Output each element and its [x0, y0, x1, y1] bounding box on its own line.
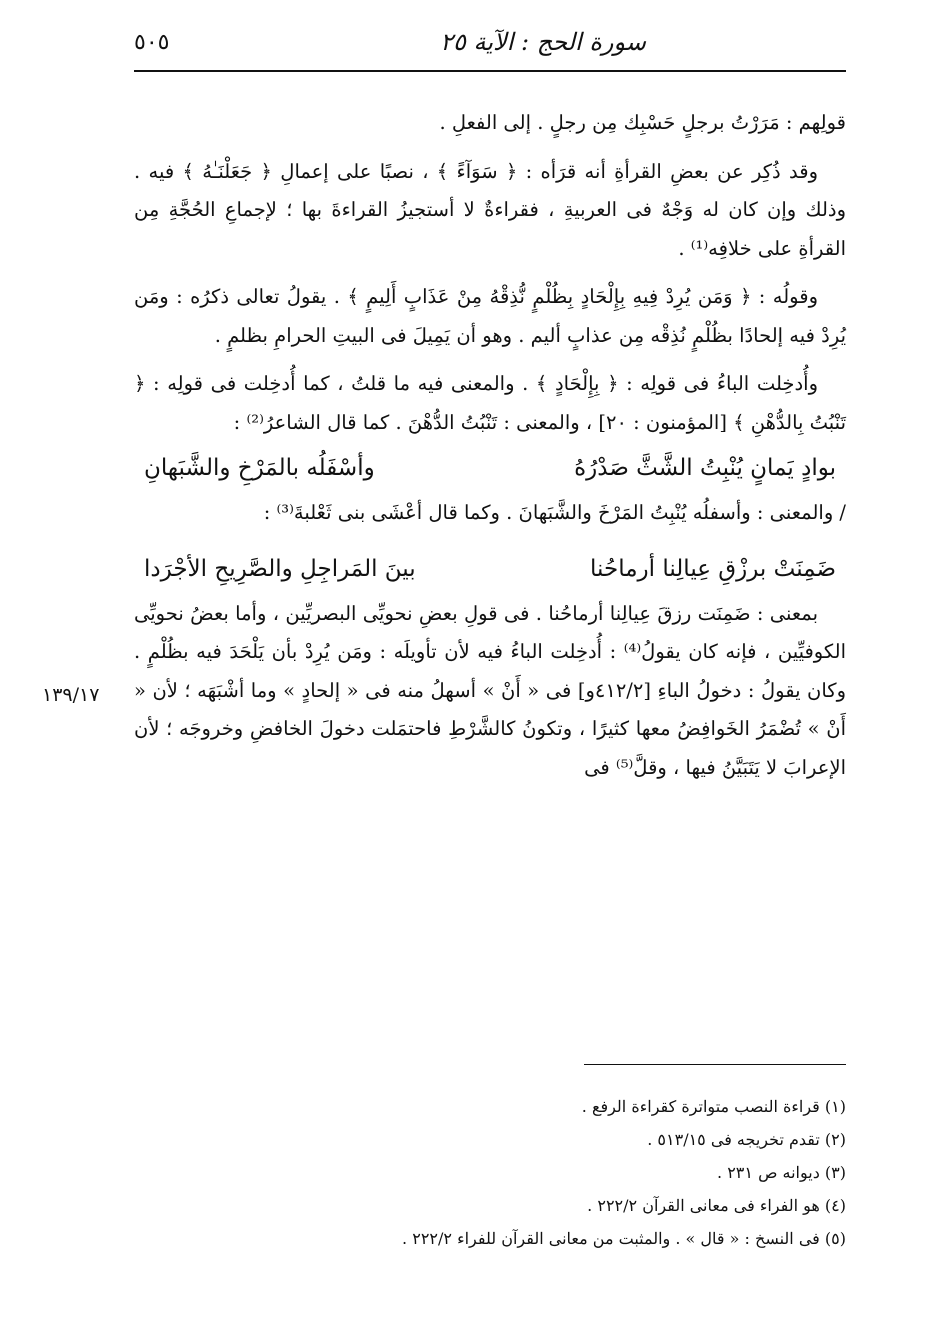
footnote-2: (٢) تقدم تخريجه فى ٥١٣/١٥ . [647, 1130, 846, 1149]
paragraph-4: وأُدخِلت الباءُ فى قولِه : ﴿ بِإِلْحَادٍ ﴾ . والمعنى فيه ما قلتُ ، كما أُدخِلت فى قولِه : ﴿ تَنْبُتُ بِالدُّهْنِ ﴾ [المؤمنون : ٢٠] ، والمعنى : تَنْبُتُ الدُّهْنَ . كما قال الشاعرُ⁽²⁾ : [134, 372, 846, 434]
verse-2-second-hemistich: بينَ المَراجِلِ والصَّرِيحِ الأجْرَدا [144, 555, 416, 582]
page-header [134, 26, 846, 66]
page-number: ٥٠٥ [134, 30, 170, 55]
running-title: سورة الحج : الآية ٢٥ [440, 28, 646, 56]
footnote-separator [584, 1064, 846, 1065]
poetry-verse-2 [134, 547, 846, 591]
margin-reference: ١٣٩/١٧ [42, 684, 100, 706]
paragraph-2: وقد ذُكِر عن بعضِ القرأةِ أنه قرَأه : ﴿ سَوَآءً ﴾ ، نصبًا على إعمالِ ﴿ جَعَلْنَـٰهُ ﴾ فيه . وذلك وإن كان له وَجْهٌ فى العربيةِ ، فقراءةٌ لا أستجيزُ القراءةَ بها ؛ لإجماعِ الحُجَّةِ مِن القرأةِ على خلافِه⁽¹⁾ . [134, 159, 846, 260]
verse-1-first-hemistich: بوادٍ يَمانٍ يُنْبِتُ الشَّثَّ صَدْرُهُ [574, 455, 836, 481]
footnote-4: (٤) هو الفراء فى معانى القرآن ٢٢٢/٢ . [587, 1196, 846, 1215]
footnote-1: (١) قراءة النصب متواترة كقراءة الرفع . [581, 1097, 846, 1116]
verse-1-second-hemistich: وأسْفَلُه بالمَرْخِ والشَّبَهانِ [144, 455, 375, 481]
paragraph-3: وقولُه : ﴿ وَمَن يُرِدْ فِيهِ بِإِلْحَادٍ بِظُلْمٍ نُّذِقْهُ مِنْ عَذَابٍ أَلِيمٍ ﴾ . يقولُ تعالى ذكرُه : ومَن يُرِدْ فيه إلحادًا بظُلْمٍ نُذِقْه مِن عذابٍ أليم . وهو أن يَمِيلَ فى البيتِ الحرامِ بظلمٍ . [134, 285, 846, 347]
footnote-5: (٥) فى النسخ : « قال » . والمثبت من معانى القرآن للفراء ٢٢٢/٢ . [402, 1229, 846, 1248]
footnotes [134, 1090, 846, 1255]
verse-2-first-hemistich: ضَمِنَتْ برزْقِ عِيالِنا أرماحُنا [590, 555, 836, 582]
paragraph-1: قولِهم : مَرَرْتُ برجلٍ حَسْبِك مِن رجلٍ . إلى الفعلِ . [439, 111, 846, 134]
footnote-3: (٣) ديوانه ص ٢٣١ . [717, 1163, 846, 1182]
main-text [134, 104, 846, 797]
poetry-verse-1 [134, 446, 846, 490]
paragraph-after-verse-2: بمعنى : ضَمِنَت رزقَ عِيالِنا أرماحُنا . فى قولِ بعضِ نحويِّى البصريِّين ، وأما بعضُ نحويِّى الكوفيِّين ، فإنه كان يقولُ⁽⁴⁾ : أُدخِلت الباءُ فيه لأن تأويلَه : ومَن يُرِدْ بأن يَلْحَدَ فيه بظُلْمٍ . وكان يقولُ : دخولُ الباءِ [٤١٢/٢و] فى « أَنْ » أسهلُ منه فى « إلحادٍ » وما أشْبَهَه ؛ لأن « أَنْ » تُضْمَرُ الخَوافِضُ معها كثيرًا ، وتكونُ كالشَّرْطِ فاحتمَلت دخولَ الخافضِ وخروجَه ؛ لأن الإعرابَ لا يَتَبَيَّنُ فيها ، وقلَّ⁽⁵⁾ فى [134, 601, 847, 779]
paragraph-after-verse-1: / والمعنى : وأسفلُه يُنْبِتُ المَرْخَ والشَّبَهانَ . وكما قال أعْشَى بنى ثَعْلبةَ⁽³⁾ : [263, 501, 846, 524]
header-rule [134, 70, 846, 72]
